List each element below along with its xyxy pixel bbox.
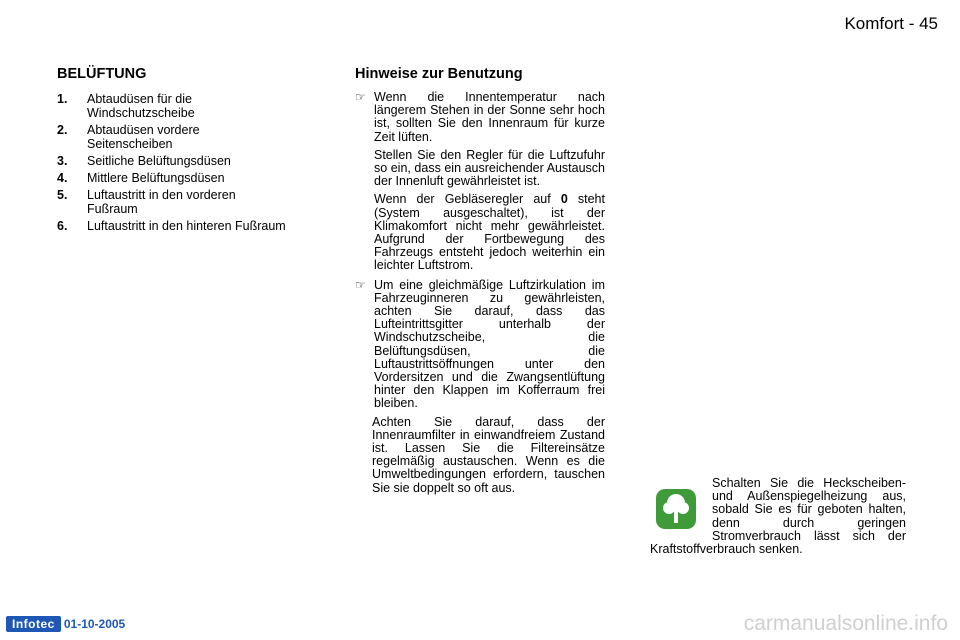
note-2 <box>355 279 605 495</box>
item-text: Mittlere Belüftungsdüsen <box>87 171 225 185</box>
list-item <box>57 123 287 151</box>
section-heading: BELÜFTUNG <box>57 66 147 82</box>
item-number: 6. <box>57 219 68 233</box>
list-item <box>57 219 287 233</box>
note-paragraph: Achten Sie darauf, dass der Innenraumfilter in einwandfreiem Zustand ist. Lassen Sie die Filtereinsätze regelmäßig austauschen. Wenn es die Umweltbedingungen erfordern, tauschen Sie sie doppelt so oft aus. <box>372 414 605 495</box>
hints-heading: Hinweise zur Benutzung <box>355 66 523 82</box>
page-title: Komfort - 45 <box>844 14 938 33</box>
pointing-hand-icon: ☞ <box>355 90 366 104</box>
list-item <box>57 92 287 120</box>
hints-notes <box>355 91 605 501</box>
vent-list <box>57 92 287 236</box>
item-number: 5. <box>57 188 68 202</box>
item-number: 3. <box>57 154 68 168</box>
item-text: Luftaustritt in den vorderen Fußraum <box>87 188 236 216</box>
note-text: Wenn der Gebläseregler auf <box>374 192 551 207</box>
note-1 <box>355 91 605 273</box>
pointing-hand-icon: ☞ <box>355 277 366 292</box>
fan-zero-value: 0 <box>560 192 568 207</box>
note-text: steht (System ausgeschaltet), ist der Klimakomfort nicht mehr gewährleistet. Aufgrund der Fortbewegung des Fahrzeugs entsteht jedoch weiterhin ein leichter Luftstrom. <box>374 192 605 273</box>
item-text: Seitliche Belüftungsdüsen <box>87 154 231 168</box>
watermark: carmanualsonline.info <box>743 612 948 635</box>
item-number: 2. <box>57 123 68 137</box>
item-text: Luftaustritt in den hinteren Fußraum <box>87 219 286 233</box>
item-text: Abtaudüsen für die Windschutzscheibe <box>87 92 195 120</box>
footer-date: 01-10-2005 <box>63 617 126 631</box>
footer <box>6 616 125 632</box>
list-item <box>57 171 287 185</box>
eco-tip-body: Schalten Sie die Heckscheiben- und Außenspiegelheizung aus, sobald Sie es für geboten halten, denn durch geringen Stromverbrauch lässt sich der Kraftstoffverbrauch senken. <box>650 476 906 557</box>
note-paragraph: Stellen Sie den Regler für die Luftzufuhr so ein, dass ein ausreichender Austausch der Innenluft gewährleistet ist. <box>374 147 605 189</box>
note-paragraph: Um eine gleichmäßige Luftzirkulation im Fahrzeuginneren zu gewährleisten, achten Sie darauf, dass das Lufteintrittsgitter unterhalb der Windschutzscheibe, die Belüftungsdüsen, die Luftaustrittsöffnungen unter den Vordersitzen und die Zwangsentlüftung hinter den Klappen im Kofferraum frei bleiben. <box>374 277 605 411</box>
item-number: 1. <box>57 92 68 106</box>
item-number: 4. <box>57 171 68 185</box>
note-paragraph: Wenn die Innentemperatur nach längerem Stehen in der Sonne sehr hoch ist, sollten Sie den Innenraum für kurze Zeit lüften. <box>374 90 605 144</box>
infotec-logo: Infotec <box>6 616 61 632</box>
icon-spacer <box>650 477 712 543</box>
item-text: Abtaudüsen vordere Seitenscheiben <box>87 123 200 151</box>
list-item <box>57 188 287 216</box>
list-item <box>57 154 287 168</box>
note-paragraph <box>374 193 605 272</box>
eco-tip-text <box>650 477 906 556</box>
